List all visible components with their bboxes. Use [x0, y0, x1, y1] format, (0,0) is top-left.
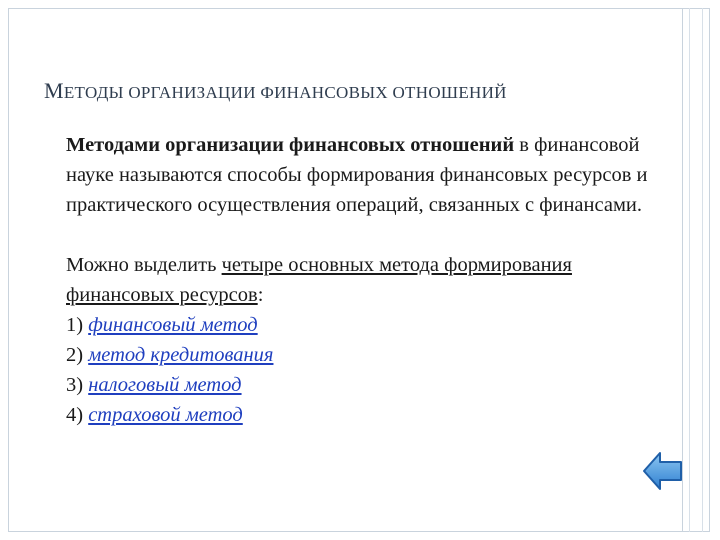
method-link-insurance[interactable]: страховой метод — [88, 404, 243, 426]
back-arrow-icon — [640, 448, 686, 494]
methods-list — [66, 310, 666, 430]
list-item — [66, 340, 666, 370]
back-button[interactable] — [640, 448, 686, 494]
side-bar-inner — [689, 8, 703, 532]
method-link-credit[interactable]: метод кредитования — [88, 344, 274, 366]
list-item — [66, 370, 666, 400]
slide-title — [44, 78, 674, 104]
slide-body — [66, 130, 666, 430]
list-item-number: 4) — [66, 404, 89, 426]
list-item-number: 3) — [66, 374, 89, 396]
definition-term: Методами организации финансовых отношений — [66, 134, 515, 156]
list-item-number: 2) — [66, 344, 89, 366]
method-link-tax[interactable]: налоговый метод — [88, 374, 242, 396]
definition-text: в финансовой науке называются способы формирования финансовых ресурсов и практического осуществления операций, связанных с финансами. — [66, 134, 648, 216]
slide-side-bar — [682, 8, 710, 532]
methods-intro — [66, 250, 666, 310]
methods-intro-suffix: : — [257, 284, 264, 306]
list-item — [66, 400, 666, 430]
title-first-letter: М — [44, 78, 64, 103]
list-item-number: 1) — [66, 314, 89, 336]
methods-intro-prefix: Можно выделить — [66, 254, 222, 276]
method-link-financial[interactable]: финансовый метод — [88, 314, 258, 336]
list-item — [66, 310, 666, 340]
definition-paragraph — [66, 130, 666, 220]
methods-intro-underlined: четыре основных метода формирования финансовых ресурсов — [66, 254, 572, 306]
title-rest: ЕТОДЫ ОРГАНИЗАЦИИ ФИНАНСОВЫХ ОТНОШЕНИЙ — [63, 83, 507, 102]
